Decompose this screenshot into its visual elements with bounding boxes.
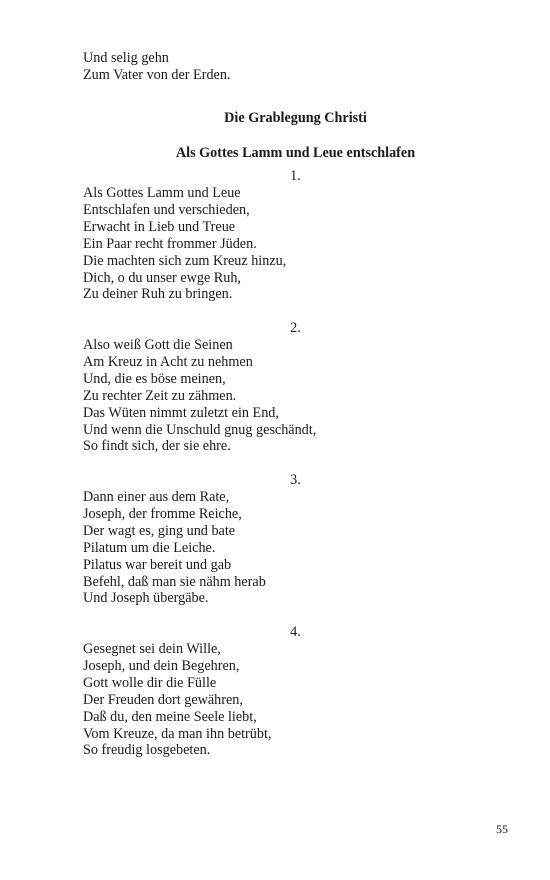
verse-line: Ein Paar recht frommer Jüden. bbox=[83, 235, 257, 252]
verse-line: Pilatum um die Leiche. bbox=[83, 539, 216, 556]
page-number: 55 bbox=[496, 822, 508, 836]
verse-line: Als Gottes Lamm und Leue bbox=[83, 185, 241, 201]
verse-line: So freudig losgebeten. bbox=[83, 742, 211, 759]
verse-line: Zu deiner Ruh zu bringen. bbox=[83, 286, 233, 303]
stanza-lines bbox=[83, 185, 508, 303]
verse-line: Joseph, und dein Begehren, bbox=[83, 657, 240, 674]
verse-line: Gesegnet sei dein Wille, bbox=[83, 641, 221, 657]
verse-line: Der Freuden dort gewähren, bbox=[83, 691, 243, 708]
section-title: Die Grablegung Christi bbox=[224, 110, 367, 126]
stanza-number: 1. bbox=[290, 168, 301, 184]
verse-line: Entschlafen und verschieden, bbox=[83, 201, 250, 218]
verse-line: Und Joseph übergäbe. bbox=[83, 590, 209, 607]
intro-line: Und selig gehn bbox=[83, 50, 169, 66]
verse-line: So findt sich, der sie ehre. bbox=[83, 438, 231, 455]
verse-line: Die machten sich zum Kreuz hinzu, bbox=[83, 252, 287, 269]
stanza-lines bbox=[83, 489, 508, 607]
verse-line: Und wenn die Unschuld gnug geschändt, bbox=[83, 421, 317, 438]
verse-line: Also weiß Gott die Seinen bbox=[83, 337, 233, 353]
verse-line: Gott wolle dir die Fülle bbox=[83, 674, 217, 691]
verse-line: Befehl, daß man sie nähm herab bbox=[83, 573, 266, 590]
verse-line: Und, die es böse meinen, bbox=[83, 370, 226, 387]
stanza-lines bbox=[83, 641, 508, 759]
stanza-lines bbox=[83, 337, 508, 455]
stanza-2 bbox=[83, 320, 508, 455]
verse-line: Am Kreuz in Acht zu nehmen bbox=[83, 353, 253, 370]
song-title: Als Gottes Lamm und Leue entschlafen bbox=[175, 145, 416, 161]
verse-line: Dich, o du unser ewge Ruh, bbox=[83, 269, 242, 286]
verse-line: Dann einer aus dem Rate, bbox=[83, 489, 230, 505]
intro-line: Zum Vater von der Erden. bbox=[83, 66, 231, 83]
stanza-4 bbox=[83, 624, 508, 759]
verse-line: Vom Kreuze, da man ihn betrübt, bbox=[83, 725, 272, 742]
verse-line: Daß du, den meine Seele liebt, bbox=[83, 708, 257, 725]
stanza-number: 2. bbox=[290, 320, 301, 336]
stanza-number: 3. bbox=[290, 472, 301, 488]
intro-lines bbox=[83, 50, 508, 84]
verse-line: Erwacht in Lieb und Treue bbox=[83, 218, 236, 235]
verse-line: Der wagt es, ging und bate bbox=[83, 522, 236, 539]
stanza-1 bbox=[83, 168, 508, 303]
stanza-3 bbox=[83, 472, 508, 607]
page-text-block bbox=[83, 50, 508, 759]
verse-line: Joseph, der fromme Reiche, bbox=[83, 505, 242, 522]
stanza-number: 4. bbox=[290, 624, 301, 640]
verse-line: Das Wüten nimmt zuletzt ein End, bbox=[83, 404, 279, 421]
verse-line: Zu rechter Zeit zu zähmen. bbox=[83, 387, 237, 404]
verse-line: Pilatus war bereit und gab bbox=[83, 556, 232, 573]
